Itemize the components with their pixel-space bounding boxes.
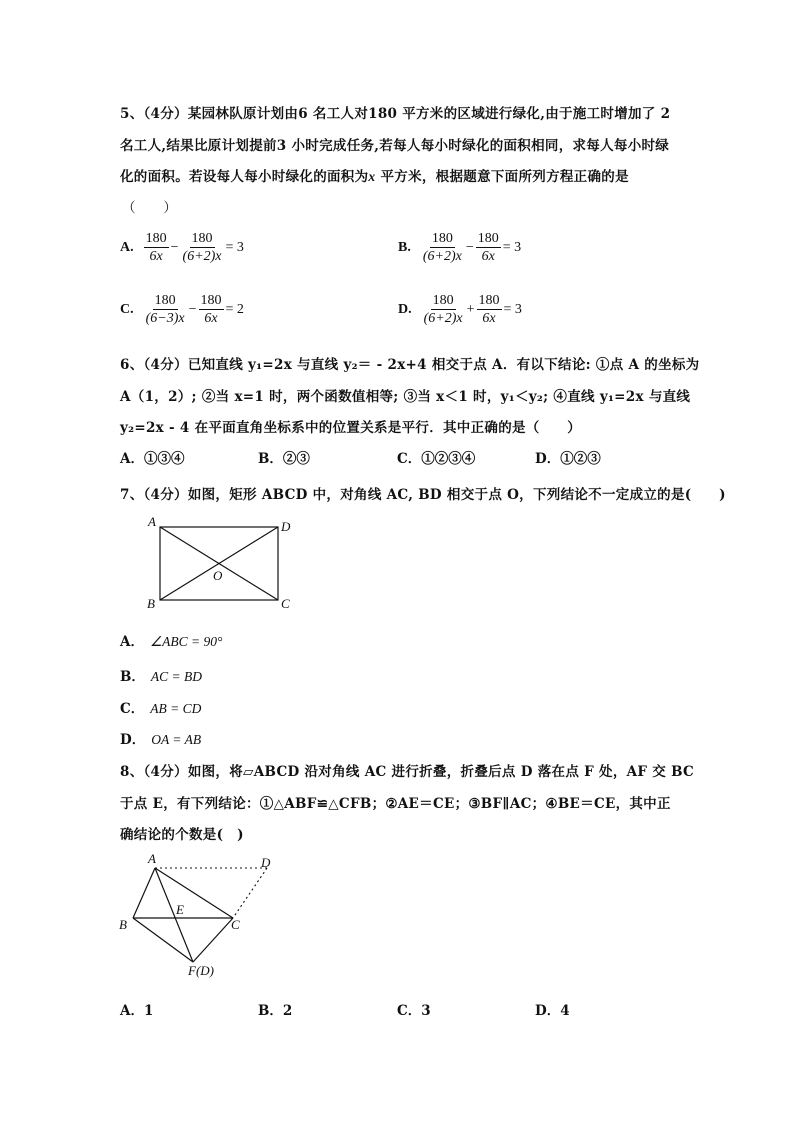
q6-line-3: y₂=2x - 4 在平面直角坐标系中的位置关系是平行．其中正确的是（ ） bbox=[120, 420, 582, 436]
label-e: E bbox=[176, 902, 184, 917]
q7-option-b[interactable]: B． AC = BD bbox=[120, 669, 203, 685]
q5-line-3 bbox=[120, 165, 629, 185]
q7-option-d[interactable]: D． OA = AB bbox=[120, 732, 202, 748]
q6-line-1: 6、（4分）已知直线 y₁=2x 与直线 y₂＝ - 2x+4 相交于点 A．有以下结论: ①点 A 的坐标为 bbox=[120, 357, 700, 373]
label-d: D bbox=[261, 855, 271, 870]
fraction: $\frac{180}{(6+2)x}$ bbox=[182, 231, 222, 264]
fraction: $\frac{180}{(6+2)x}$ bbox=[423, 293, 463, 326]
segment-ab bbox=[133, 868, 155, 918]
q7-line-1: 7、（4分）如图，矩形 ABCD 中，对角线 AC, BD 相交于点 O，下列结论不一定成立的是( ) bbox=[120, 487, 726, 503]
label-a: A bbox=[148, 851, 156, 866]
q5-option-c[interactable] bbox=[120, 292, 246, 327]
q5-option-d[interactable] bbox=[398, 292, 524, 327]
fraction: $\frac{180}{6x}$ bbox=[478, 293, 500, 326]
q5-line-1: 5、（4分）某园林队原计划由6 名工人对180 平方米的区域进行绿化,由于施工时增加了 2 bbox=[120, 106, 671, 122]
q8-option-b[interactable]: B．2 bbox=[258, 1003, 293, 1019]
option-label: B. bbox=[398, 239, 411, 255]
q6-option-d[interactable]: D．①②③ bbox=[535, 451, 601, 467]
q7-option-c[interactable]: C． AB = CD bbox=[120, 701, 202, 717]
label-b: B bbox=[147, 596, 155, 611]
operator: − bbox=[170, 239, 179, 255]
option-label: D. bbox=[398, 301, 412, 317]
fraction: $\frac{180}{(6+2)x}$ bbox=[422, 231, 462, 264]
q7-option-a[interactable]: A． ∠ABC = 90° bbox=[120, 634, 223, 650]
fraction: $\frac{180}{(6-3)x}$ bbox=[145, 293, 185, 326]
q8-line-2: 于点 E，有下列结论：①△ABF≌△CFB；②AE＝CE；③BF∥AC；④BE＝CE，其中正 bbox=[120, 796, 671, 812]
rhs: = 2 bbox=[225, 301, 244, 317]
q6-option-b[interactable]: B．②③ bbox=[258, 451, 310, 467]
label-c: C bbox=[231, 917, 240, 932]
operator: − bbox=[188, 301, 197, 317]
operator: − bbox=[465, 239, 474, 255]
q8-line-1: 8、（4分）如图，将▱ABCD 沿对角线 AC 进行折叠，折叠后点 D 落在点 F 处，AF 交 BC bbox=[120, 764, 695, 780]
q6-option-c[interactable]: C．①②③④ bbox=[397, 451, 476, 467]
option-label: A. bbox=[120, 239, 134, 255]
q5-line-2: 名工人,结果比原计划提前3 小时完成任务,若每人每小时绿化的面积相同，求每人每小时绿 bbox=[120, 138, 670, 154]
label-d: D bbox=[281, 519, 291, 534]
label-b: B bbox=[119, 917, 127, 932]
label-a: A bbox=[148, 514, 156, 529]
q6-option-a[interactable]: A．①③④ bbox=[120, 451, 185, 467]
label-f: F(D) bbox=[188, 963, 214, 978]
q8-option-c[interactable]: C．3 bbox=[397, 1003, 431, 1019]
q8-parallelogram-figure bbox=[115, 848, 285, 983]
label-c: C bbox=[281, 596, 290, 611]
segment-dc-dashed bbox=[233, 868, 267, 918]
q5-line-3-tail: 平方米，根据题意下面所列方程正确的是 bbox=[375, 169, 629, 185]
rhs: = 3 bbox=[502, 239, 522, 255]
q8-option-d[interactable]: D．4 bbox=[535, 1003, 570, 1019]
q5-answer-bracket: （ ） bbox=[122, 200, 178, 216]
label-o: O bbox=[213, 568, 223, 583]
fraction: $\frac{180}{6x}$ bbox=[200, 293, 222, 326]
q5-option-b[interactable] bbox=[398, 230, 523, 265]
fraction: $\frac{180}{6x}$ bbox=[145, 231, 167, 264]
rhs: = 3 bbox=[225, 239, 244, 255]
q5-line-3-text: 化的面积。若设每人每小时绿化的面积为 bbox=[120, 169, 369, 185]
q8-option-a[interactable]: A．1 bbox=[120, 1003, 154, 1019]
q6-line-2: A（1，2）; ②当 x=1 时，两个函数值相等; ③当 x＜1 时，y₁＜y₂; ④直线 y₁=2x 与直线 bbox=[120, 389, 691, 405]
option-label: C. bbox=[120, 301, 134, 317]
q5-variable-x: x bbox=[368, 169, 376, 184]
q5-option-a[interactable] bbox=[120, 230, 246, 265]
fraction: $\frac{180}{6x}$ bbox=[477, 231, 499, 264]
operator: + bbox=[466, 301, 475, 317]
q7-rectangle-figure bbox=[140, 512, 310, 612]
segment-ac bbox=[155, 868, 233, 918]
q8-line-3: 确结论的个数是( ) bbox=[120, 827, 244, 843]
rhs: = 3 bbox=[503, 301, 522, 317]
segment-cf bbox=[193, 918, 233, 962]
